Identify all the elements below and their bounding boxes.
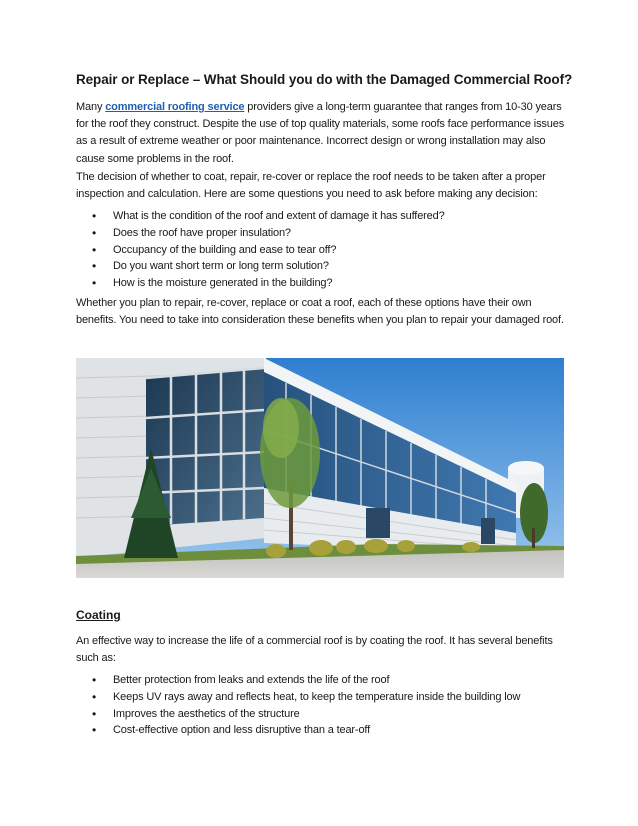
questions-list — [76, 208, 566, 292]
list-item: • Do you want short term or long term solution? — [76, 258, 566, 275]
benefits-text: Whether you plan to repair, re-cover, replace or coat a roof, each of these options have their own benefits. You need to take into consideration these benefits when you plan to repair your damaged roof. — [76, 297, 564, 327]
coating-heading: Coating — [76, 608, 121, 622]
coating-benefits-list — [76, 672, 566, 739]
list-item: • How is the moisture generated in the building? — [76, 275, 566, 292]
page-title: Repair or Replace – What Should you do with the Damaged Commercial Roof? — [76, 72, 573, 87]
list-item: • Does the roof have proper insulation? — [76, 225, 566, 242]
list-item: • Improves the aesthetics of the structure — [76, 706, 566, 723]
decision-paragraph — [76, 169, 566, 203]
coating-paragraph — [76, 633, 566, 667]
list-item: • Keeps UV rays away and reflects heat, to keep the temperature inside the building low — [76, 689, 566, 706]
coating-text: An effective way to increase the life of a commercial roof is by coating the roof. It has several benefits such as: — [76, 635, 553, 665]
list-item: • Better protection from leaks and extends the life of the roof — [76, 672, 566, 689]
intro-paragraph — [76, 99, 566, 168]
decision-text: The decision of whether to coat, repair, re-cover or replace the roof needs to be taken after a proper inspection and calculation. Here are some questions you need to ask before making any decision: — [76, 171, 546, 201]
list-item: • Occupancy of the building and ease to tear off? — [76, 242, 566, 259]
intro-text-start: Many — [76, 101, 106, 113]
commercial-building-photo — [76, 358, 564, 578]
list-item: • What is the condition of the roof and extent of damage it has suffered? — [76, 208, 566, 225]
benefits-paragraph — [76, 295, 566, 329]
intro-text-rest: providers give a long-term guarantee that ranges from 10-30 years for the roof they construct. Despite the use of top quality materials, some roofs face performance issues as a result of extreme weather or poor maintenance. Incorrect design or wrong installation may also cause some problems in the roof. — [76, 101, 565, 165]
commercial-roofing-link[interactable]: commercial roofing service — [105, 101, 245, 113]
list-item: • Cost-effective option and less disruptive than a tear-off — [76, 722, 566, 739]
